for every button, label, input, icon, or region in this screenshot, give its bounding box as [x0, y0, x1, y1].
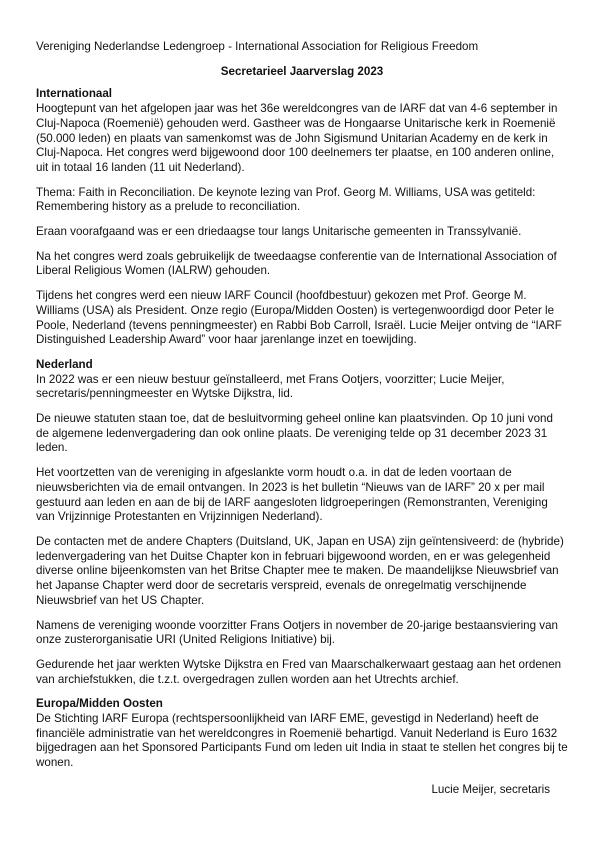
- paragraph: Namens de vereniging woonde voorzitter Frans Ootjers in november de 20-jarige bestaansviering van onze zusterorganisatie URI (United Religions Initiative) bij.: [36, 618, 558, 647]
- section-nederland: [36, 358, 568, 687]
- section-internationaal: [36, 87, 568, 348]
- paragraph: In 2022 was er een nieuw bestuur geïnstalleerd, met Frans Ootjers, voorzitter; Lucie Meijer, secretaris/penningmeester en Wytske Dijkstra, lid.: [36, 372, 505, 401]
- paragraph: Eraan voorafgaand was er een driedaagse tour langs Unitarische gemeenten in Transsylvanië.: [36, 225, 522, 239]
- section-heading: Europa/Midden Oosten: [36, 697, 163, 711]
- section-heading: Internationaal: [36, 87, 113, 101]
- paragraph: Thema: Faith in Reconciliation. De keynote lezing van Prof. Georg M. Williams, USA was getiteld: Remembering history as a prelude to reconciliation.: [36, 185, 536, 214]
- paragraph: Het voortzetten van de vereniging in afgeslankte vorm houdt o.a. in dat de leden voortaan de nieuwsberichten via de email ontvangen. In 2023 is het bulletin “Nieuws van de IARF” 20 x per mail gestuurd aan leden en aan de bij de IARF aangesloten lidgroeperingen (Remonstranten, Vereniging van Vrijzinnige Protestanten en Vrijzinnigen Nederland).: [36, 466, 548, 524]
- paragraph: Hoogtepunt van het afgelopen jaar was het 36e wereldcongres van de IARF dat van 4-6 september in Cluj-Napoca (Roemenië) gehouden werd. Gastheer was de Hongaarse Unitarische kerk in Roemenië (50.000 leden) en plaats van samenkomst was de John Sigismund Unitarian Academy en de kerk in Cluj-Napoca. Het congres werd bijgewoond door 100 deelnemers ter plaatse, en 100 anderen online, uit in totaal 16 landen (11 uit Nederland).: [36, 102, 558, 174]
- paragraph: De Stichting IARF Europa (rechtspersoonlijkheid van IARF EME, gevestigd in Nederland) heeft de financiële administratie van het wereldcongres in Roemenië behartigd. Vanuit Nederland is Euro 1632 bijgedragen aan het Sponsored Participants Fund om leden uit India in staat te stellen het congres bij te wonen.: [36, 712, 568, 770]
- signature: Lucie Meijer, secretaris: [431, 782, 550, 796]
- document-page: [36, 40, 568, 809]
- section-europa-midden-oosten: [36, 697, 568, 771]
- section-heading: Nederland: [36, 357, 93, 371]
- paragraph: De nieuwe statuten staan toe, dat de besluitvorming geheel online kan plaatsvinden. Op 10 juni vond de algemene ledenvergadering dan ook online plaats. De vereniging telde op 31 december 2023 31 leden.: [36, 412, 553, 455]
- paragraph: Na het congres werd zoals gebruikelijk de tweedaagse conferentie van de International Association of Liberal Religious Women (IALRW) gehouden.: [36, 249, 557, 278]
- paragraph: Gedurende het jaar werkten Wytske Dijkstra en Fred van Maarschalkerwaart gestaag aan het ordenen van archiefstukken, die t.z.t. overgedragen zullen worden aan het Utrechts archief.: [36, 657, 562, 686]
- paragraph: De contacten met de andere Chapters (Duitsland, UK, Japan en USA) zijn geïntensiveerd: de (hybride) ledenvergadering van het Duitse Chapter kon in februari bijgewoond worden, en er was gelegenheid diverse online bijeenkomsten van het Britse Chapter mee te maken. De maandelijkse Nieuwsbrief van het Japanse Chapter werd door de secretaris verspreid, evenals de onregelmatig verschijnende Nieuwsbrief van het US Chapter.: [36, 534, 564, 607]
- organization-name: Vereniging Nederlandse Ledengroep - International Association for Religious Freedom: [36, 40, 479, 53]
- report-title: Secretarieel Jaarverslag 2023: [220, 64, 384, 78]
- paragraph: Tijdens het congres werd een nieuw IARF Council (hoofdbestuur) gekozen met Prof. George M. Williams (USA) als President. Onze regio (Europa/Midden Oosten) is vertegenwoordigd door Peter le Poole, Nederland (tevens penningmeester) en Rabbi Bob Carroll, Israël. Lucie Meijer ontving de “IARF Distinguished Leadership Award” voor haar jarenlange inzet en toewijding.: [36, 289, 562, 347]
